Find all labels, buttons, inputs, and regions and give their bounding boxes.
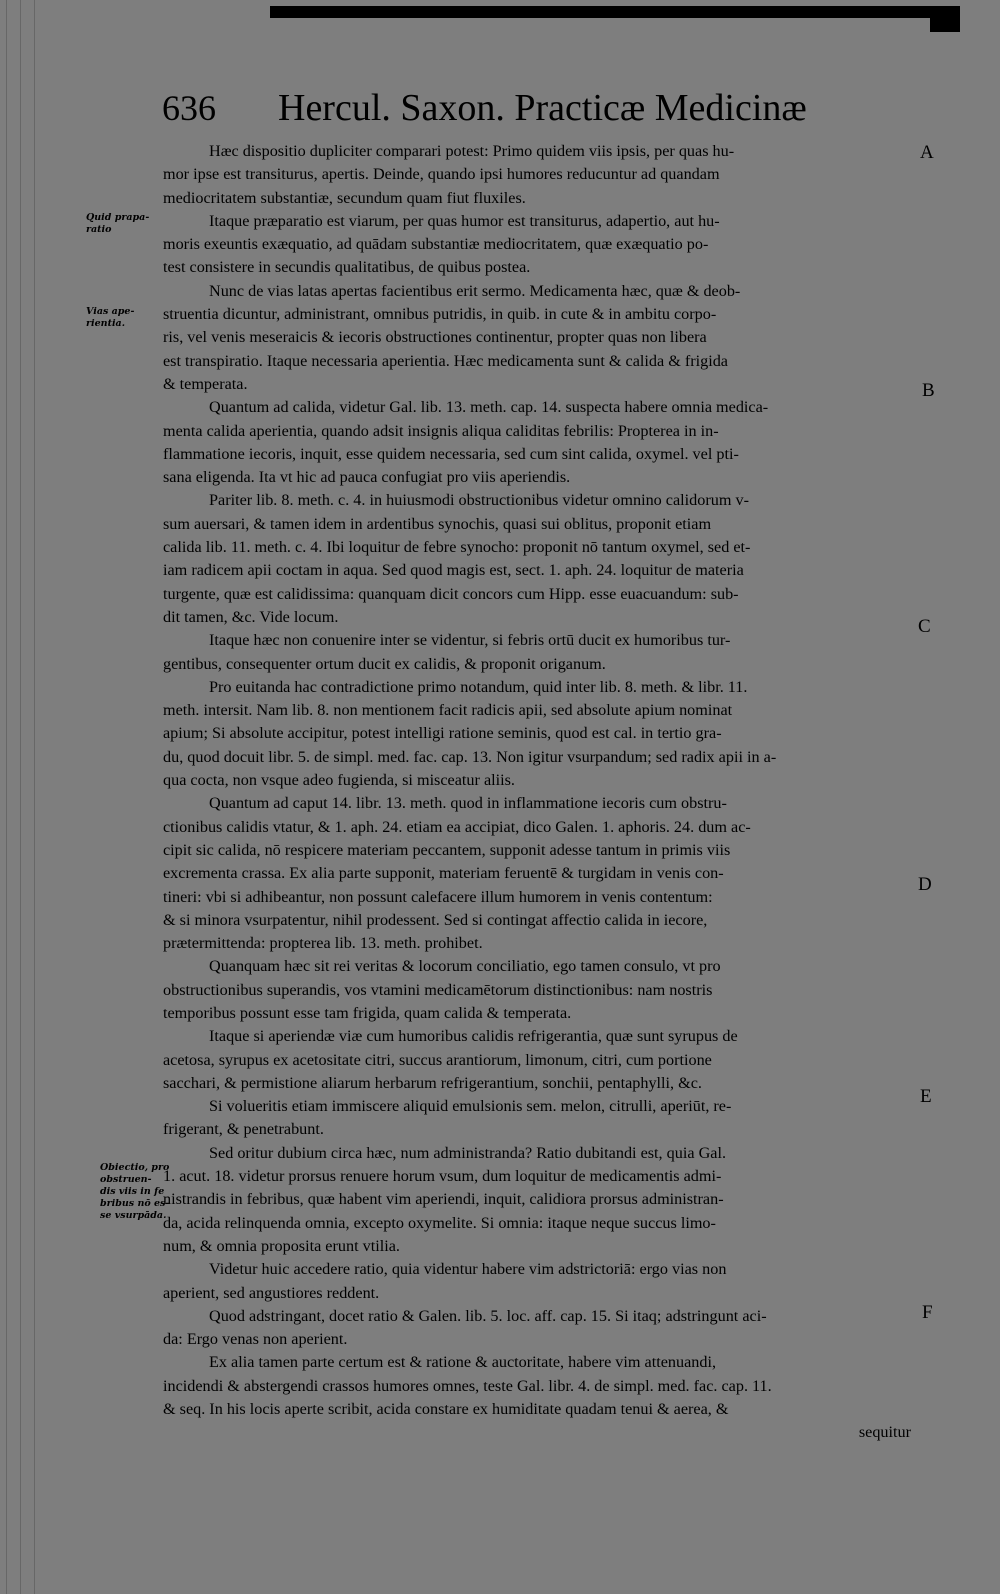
body-line: sacchari, & permistione aliarum herbarum refrigerantium, sonchii, pentaphylli, &c.: [163, 1073, 702, 1092]
body-line: du, quod docuit libr. 5. de simpl. med. fac. cap. 13. Non igitur vsurpandum; sed radix apii in a-: [163, 747, 777, 766]
section-letter-b: B: [922, 380, 935, 401]
body-line: frigerant, & penetrabunt.: [163, 1120, 324, 1139]
body-line: Itaque præparatio est viarum, per quas humor est transiturus, adapertio, aut hu-: [209, 211, 720, 230]
body-line: sum auersari, & tamen idem in ardentibus synochis, quasi sui oblitus, proponit etiam: [163, 514, 712, 533]
body-line: sequitur: [858, 1423, 911, 1442]
margin-note-line: rientia.: [86, 318, 126, 329]
top-corner-mark: [930, 10, 960, 32]
body-line: Itaque hæc non conuenire inter se videntur, si febris ortū ducit ex humoribus tur-: [209, 631, 731, 650]
margin-note-1: [86, 212, 168, 236]
body-line: turgente, quæ est calidissima: quanquam dicit concors cum Hipp. esse euacuandum: sub-: [163, 584, 739, 603]
body-line: Quanquam hæc sit rei veritas & locorum conciliatio, ego tamen consulo, vt pro: [209, 957, 721, 976]
body-line: gentibus, consequenter ortum ducit ex calidis, & proponit origanum.: [163, 654, 606, 673]
body-line: incidendi & abstergendi crassos humores omnes, teste Gal. libr. 4. de simpl. med. fac. cap. 11.: [163, 1376, 772, 1395]
body-line: Videtur huic accedere ratio, quia videntur habere vim adstrictoriā: ergo vias non: [209, 1260, 727, 1279]
body-line: da, acida relinquenda omnia, excepto oxymelite. Si omnia: itaque neque succus limo-: [163, 1213, 716, 1232]
body-line: calida lib. 11. meth. c. 4. Ibi loquitur de febre synocho: proponit nō tantum oxymel, sed et-: [163, 538, 751, 557]
body-line: Sed oritur dubium circa hæc, num administranda? Ratio dubitandi est, quia Gal.: [209, 1143, 726, 1162]
body-line: acetosa, syrupus ex acetositate citri, succus arantiorum, limonum, citri, cum portione: [163, 1050, 712, 1069]
body-line: dit tamen, &c. Vide locum.: [163, 607, 339, 626]
section-letter-d: D: [918, 874, 932, 895]
body-text: [163, 140, 911, 1445]
body-line: Nunc de vias latas apertas facientibus erit sermo. Medicamenta hæc, quæ & deob-: [209, 281, 741, 300]
body-line: num, & omnia proposita erunt vtilia.: [163, 1236, 400, 1255]
body-line: excrementa crassa. Ex alia parte supponit, materiam feruentē & turgidam in venis con-: [163, 864, 724, 883]
body-line: Pro euitanda hac contradictione primo notandum, quid inter lib. 8. meth. & libr. 11.: [209, 677, 748, 696]
margin-note-line: se vsurpāda.: [100, 1210, 167, 1221]
margin-note-line: bribus nō es-: [100, 1198, 170, 1209]
section-letter-f: F: [922, 1302, 933, 1323]
section-letter-c: C: [918, 616, 931, 637]
body-line: Ex alia tamen parte certum est & ratione & auctoritate, habere vim attenuandi,: [209, 1353, 716, 1372]
body-line: moris exeuntis exæquatio, ad quādam substantiæ mediocritatem, quæ exæquatio po-: [163, 235, 709, 254]
margin-note-line: Quid prapa-: [86, 212, 150, 223]
page-edge-shadow: [0, 0, 48, 1594]
margin-note-2: [86, 306, 168, 330]
body-line: sana eligenda. Ita vt hic ad pauca confugiat pro viis aperiendis.: [163, 468, 571, 487]
body-line: iam radicem apii coctam in aqua. Sed quod magis est, sect. 1. aph. 24. loquitur de materia: [163, 561, 744, 580]
body-line: prætermittenda: propterea lib. 13. meth. prohibet.: [163, 934, 483, 953]
body-line: struentia dicuntur, administrant, omnibus putridis, in quib. in cute & in ambitu corpo-: [163, 305, 717, 324]
body-line: Itaque si aperiendæ viæ cum humoribus calidis refrigerantia, quæ sunt syrupus de: [209, 1027, 738, 1046]
body-line: Hæc dispositio dupliciter comparari potest: Primo quidem viis ipsis, per quas hu-: [209, 142, 735, 160]
body-line: est transpiratio. Itaque necessaria aperientia. Hæc medicamenta sunt & calida & frigida: [163, 351, 728, 370]
body-line: test consistere in secundis qualitatibus, de quibus postea.: [163, 258, 531, 277]
body-line: tineri: vbi si adhibeantur, non possunt calefacere illum humorem in venis contentum:: [163, 887, 713, 906]
body-line: mor ipse est transiturus, apertis. Deinde, quando ipsi humores reducuntur ad quandam: [163, 165, 720, 184]
body-line: nistrandis in febribus, quæ habent vim aperiendi, inquit, calidiora prorsus administran-: [163, 1190, 724, 1209]
body-line: & seq. In his locis aperte scribit, acida constare ex humiditate quadam tenui & aerea, &: [163, 1400, 729, 1419]
body-line: Pariter lib. 8. meth. c. 4. in huiusmodi obstructionibus videtur omnino calidorum v-: [209, 491, 749, 510]
body-line: mediocritatem substantiæ, secundum quam fiut fluxiles.: [163, 188, 526, 207]
body-line: meth. intersit. Nam lib. 8. non mentionem facit radicis apii, sed absolute apium nominat: [163, 701, 733, 720]
body-line: flammatione iecoris, inquit, esse quidem necessaria, sed cum sint calida, oxymel. vel pti-: [163, 444, 739, 463]
body-line: ris, vel venis meseraicis & iecoris obstructiones continentur, propter quas non libera: [163, 328, 707, 347]
body-line: temporibus possunt esse tam frigida, quam calida & temperata.: [163, 1003, 572, 1022]
body-line: Quod adstringant, docet ratio & Galen. lib. 5. loc. aff. cap. 15. Si itaq; adstringunt aci-: [209, 1306, 767, 1325]
body-line: apium; Si absolute accipitur, potest intelligi ratione seminis, quod est cal. in tertio gra-: [163, 724, 722, 743]
body-line: obstructionibus superandis, vos vtamini medicamētorum distinctionibus: nam nostris: [163, 980, 713, 999]
section-letter-a: A: [920, 142, 934, 163]
body-line: Quantum ad calida, videtur Gal. lib. 13. meth. cap. 14. suspecta habere omnia medica-: [209, 398, 769, 417]
page-number: 636: [162, 88, 216, 128]
top-border-bar: [270, 6, 960, 18]
margin-note-line: ratio: [86, 224, 112, 235]
margin-note-line: dis viis in fe: [100, 1186, 165, 1197]
page-header: [162, 86, 922, 130]
body-line: da: Ergo venas non aperient.: [163, 1330, 348, 1349]
body-line: qua cocta, non vsque adeo fugienda, si misceatur aliis.: [163, 771, 515, 790]
section-letter-e: E: [920, 1086, 932, 1107]
body-line: Si volueritis etiam immiscere aliquid emulsionis sem. melon, citrulli, aperiūt, re-: [209, 1097, 732, 1116]
running-title: Hercul. Saxon. Practicæ Medicinæ: [278, 87, 807, 129]
body-line: & si minora vsurpatentur, nihil prodessent. Sed si contingat affectio calida in iecore,: [163, 910, 708, 929]
body-line: & temperata.: [163, 374, 248, 393]
body-line: menta calida aperientia, quando adsit insignis aliqua caliditas febrilis: Propterea in in-: [163, 421, 719, 440]
margin-note-line: Obiectio, pro: [100, 1162, 170, 1173]
body-line: 1. acut. 18. videtur prorsus renuere horum vsum, dum loquitur de medicamentis admi-: [163, 1167, 722, 1186]
body-line: aperient, sed angustiores reddent.: [163, 1283, 380, 1302]
body-line: Quantum ad caput 14. libr. 13. meth. quod in inflammatione iecoris cum obstru-: [209, 794, 727, 813]
body-line: cipit sic calida, nō respicere materiam peccantem, supponit adesse tantum in primis viis: [163, 840, 731, 859]
margin-note-line: obstruen-: [100, 1174, 152, 1185]
body-line: ctionibus calidis vtatur, & 1. aph. 24. etiam ea accipiat, dico Galen. 1. aphoris. 24. dum ac-: [163, 817, 751, 836]
margin-note-line: Vias ape-: [86, 306, 135, 317]
